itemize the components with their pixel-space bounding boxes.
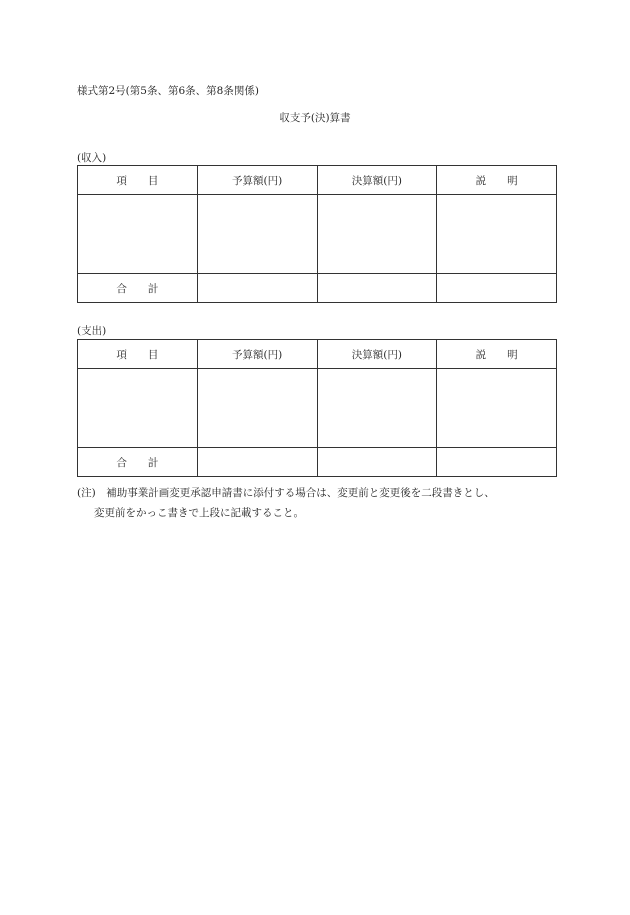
income-item-cell[interactable] — [78, 195, 198, 274]
income-header-item: 項 目 — [78, 166, 198, 195]
note-line-2: 変更前をかっこ書きで上段に記載すること。 — [94, 507, 304, 519]
expense-total-row — [78, 448, 557, 477]
expense-total-settlement-cell[interactable] — [317, 448, 437, 477]
income-total-budget-cell[interactable] — [197, 274, 317, 303]
note — [77, 483, 577, 523]
income-body-row — [78, 195, 557, 274]
income-total-label: 合 計 — [78, 274, 198, 303]
income-budget-cell[interactable] — [197, 195, 317, 274]
income-total-row — [78, 274, 557, 303]
expense-total-description-cell[interactable] — [437, 448, 557, 477]
expense-section-label: (支出) — [77, 325, 107, 337]
expense-table — [77, 339, 557, 477]
expense-budget-cell[interactable] — [197, 369, 317, 448]
expense-header-description: 説 明 — [437, 340, 557, 369]
income-header-settlement: 決算額(円) — [317, 166, 437, 195]
expense-body-row — [78, 369, 557, 448]
income-header-description: 説 明 — [437, 166, 557, 195]
expense-header-budget: 予算額(円) — [197, 340, 317, 369]
income-table — [77, 165, 557, 303]
expense-description-cell[interactable] — [437, 369, 557, 448]
expense-total-label: 合 計 — [78, 448, 198, 477]
income-total-description-cell[interactable] — [437, 274, 557, 303]
expense-item-cell[interactable] — [78, 369, 198, 448]
expense-header-row — [78, 340, 557, 369]
expense-settlement-cell[interactable] — [317, 369, 437, 448]
income-header-budget: 予算額(円) — [197, 166, 317, 195]
expense-total-budget-cell[interactable] — [197, 448, 317, 477]
income-settlement-cell[interactable] — [317, 195, 437, 274]
income-header-row — [78, 166, 557, 195]
form-number: 様式第2号(第5条、第6条、第8条関係) — [77, 85, 259, 97]
income-total-settlement-cell[interactable] — [317, 274, 437, 303]
income-section-label: (収入) — [77, 152, 107, 164]
expense-header-settlement: 決算額(円) — [317, 340, 437, 369]
income-description-cell[interactable] — [437, 195, 557, 274]
document-title: 収支予(決)算書 — [279, 112, 351, 124]
note-line-1: (注) 補助事業計画変更承認申請書に添付する場合は、変更前と変更後を二段書きとし、 — [77, 487, 495, 499]
expense-header-item: 項 目 — [78, 340, 198, 369]
